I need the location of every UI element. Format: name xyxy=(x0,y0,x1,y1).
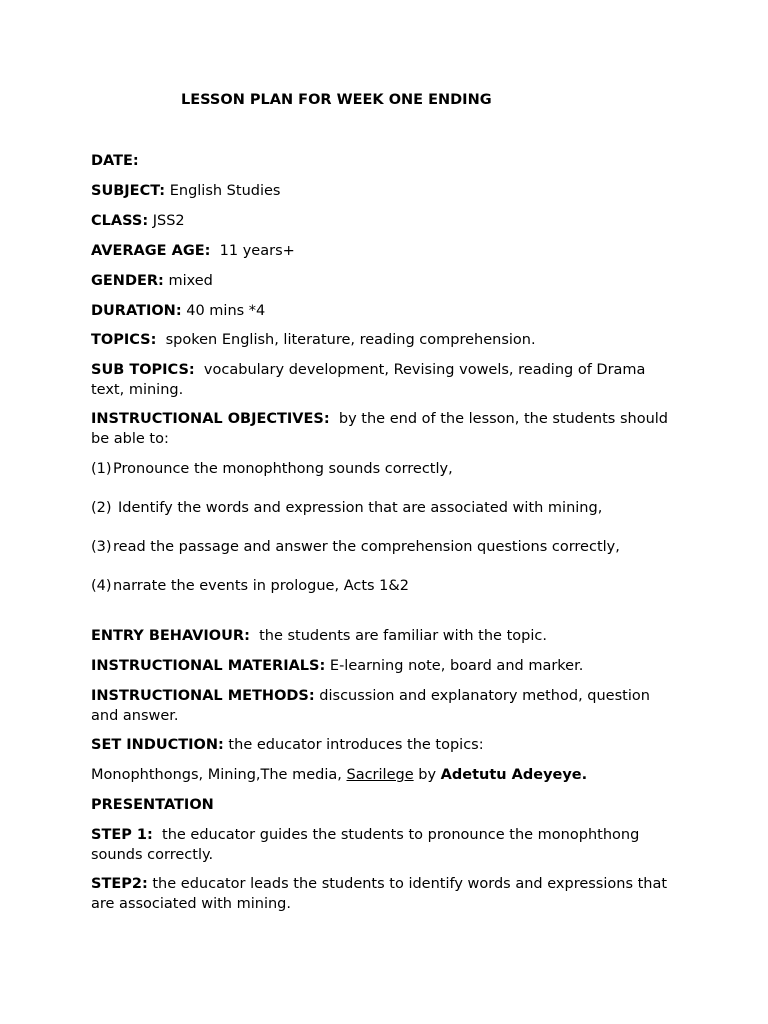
topics-line: Monophthongs, Mining,The media, xyxy=(91,767,347,783)
sub-topics-label: SUB TOPICS: xyxy=(91,362,195,378)
instructional-materials-value: E-learning note, board and marker. xyxy=(325,658,584,674)
step1-field xyxy=(91,826,681,865)
instructional-materials-field xyxy=(91,657,681,677)
objective-text: Identify the words and expression that are associated with mining, xyxy=(118,500,603,516)
objective-text: read the passage and answer the comprehension questions correctly, xyxy=(113,539,620,555)
book-title: Sacrilege xyxy=(346,767,414,783)
duration-label: DURATION: xyxy=(91,303,182,319)
presentation-label: PRESENTATION xyxy=(91,797,214,813)
objective-number: (3) xyxy=(91,539,112,555)
step2-label: STEP2: xyxy=(91,876,148,892)
instructional-materials-label: INSTRUCTIONAL MATERIALS: xyxy=(91,658,326,674)
topics-label: TOPICS: xyxy=(91,332,157,348)
date-label: DATE: xyxy=(91,153,139,169)
average-age-label: AVERAGE AGE: xyxy=(91,243,211,259)
duration-value: 40 mins *4 xyxy=(181,303,266,319)
instructional-methods-label: INSTRUCTIONAL METHODS: xyxy=(91,688,315,704)
set-induction-topics xyxy=(91,766,681,786)
topics-field xyxy=(91,331,681,351)
objective-item xyxy=(91,577,681,597)
set-induction-value: the educator introduces the topics: xyxy=(223,737,484,753)
step2-field xyxy=(91,875,681,914)
objective-text: narrate the events in prologue, Acts 1&2 xyxy=(113,578,409,594)
step2-value: the educator leads the students to identify words and expressions that are associated with mining. xyxy=(91,876,668,912)
objective-text: Pronounce the monophthong sounds correctly, xyxy=(113,461,453,477)
class-label: CLASS: xyxy=(91,213,149,229)
class-value: JSS2 xyxy=(148,213,185,229)
set-induction-label: SET INDUCTION: xyxy=(91,737,224,753)
subject-label: SUBJECT: xyxy=(91,183,166,199)
objective-number: (1) xyxy=(91,461,112,477)
objective-item xyxy=(91,499,681,519)
gender-value: mixed xyxy=(163,273,213,289)
date-field xyxy=(91,152,681,172)
objective-number: (4) xyxy=(91,578,112,594)
average-age-value: 11 years+ xyxy=(210,243,295,259)
objectives-intro: by the end of the lesson, the students should be able to: xyxy=(91,411,673,447)
document-title: LESSON PLAN FOR WEEK ONE ENDING xyxy=(181,92,492,108)
subject-value: English Studies xyxy=(165,183,281,199)
sub-topics-value: vocabulary development, Revising vowels, reading of Drama text, mining. xyxy=(91,362,651,398)
gender-label: GENDER: xyxy=(91,273,164,289)
subject-field xyxy=(91,182,681,202)
entry-behaviour-field xyxy=(91,627,681,647)
entry-behaviour-label: ENTRY BEHAVIOUR: xyxy=(91,628,250,644)
author-name: Adetutu Adeyeye. xyxy=(440,767,588,783)
presentation-heading xyxy=(91,796,681,816)
objective-item xyxy=(91,538,681,558)
by-text: by xyxy=(413,767,441,783)
duration-field xyxy=(91,302,681,322)
set-induction-field xyxy=(91,736,681,756)
gender-field xyxy=(91,272,681,292)
instructional-methods-value: discussion and explanatory method, question and answer. xyxy=(91,688,650,724)
topics-value: spoken English, literature, reading comprehension. xyxy=(156,332,536,348)
step1-label: STEP 1: xyxy=(91,827,153,843)
class-field xyxy=(91,212,681,232)
instructional-methods-field xyxy=(91,687,681,726)
entry-behaviour-value: the students are familiar with the topic. xyxy=(249,628,547,644)
objective-item xyxy=(91,460,681,480)
objective-number: (2) xyxy=(91,500,112,516)
step1-value: the educator guides the students to pronounce the monophthong sounds correctly. xyxy=(91,827,644,863)
sub-topics-field xyxy=(91,361,681,400)
average-age-field xyxy=(91,242,681,262)
objectives-label: INSTRUCTIONAL OBJECTIVES: xyxy=(91,411,330,427)
objectives-field xyxy=(91,410,681,449)
